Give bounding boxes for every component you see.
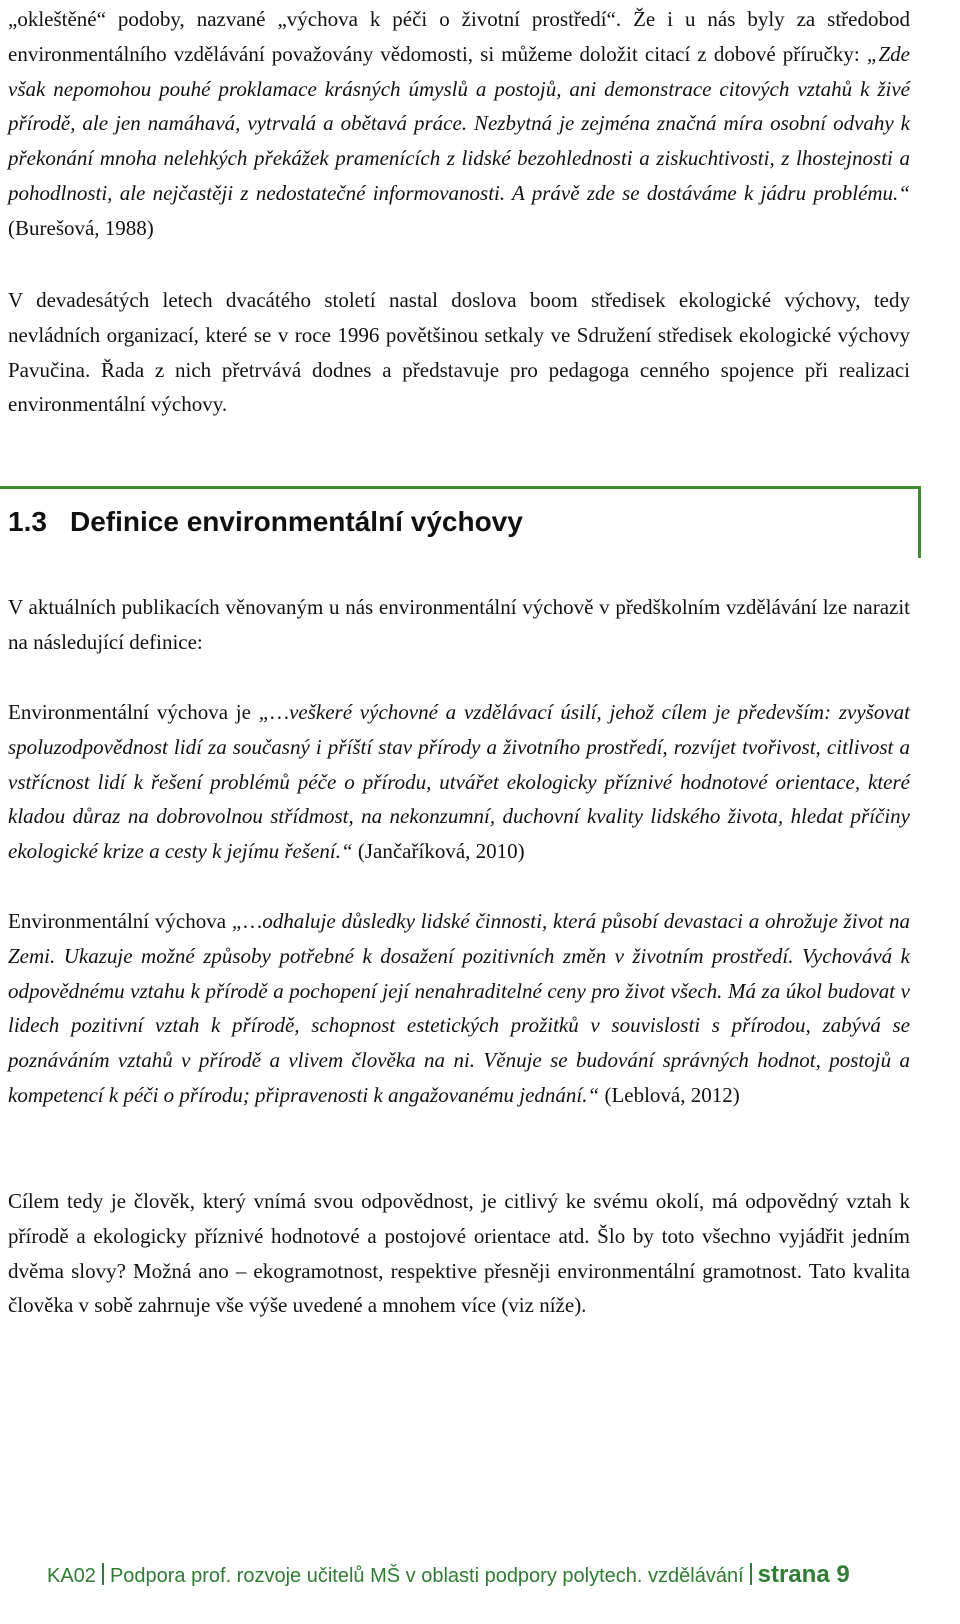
section-number: 1.3	[8, 506, 47, 537]
quote-text: „…veškeré výchovné a vzdělávací úsilí, jehož cílem je především: zvyšovat spoluzodpovědnost lidí za současný i příští stav přírody a životního prostředí, rozvíjet tvořivost, citlivost a vstřícnost lidí k řešení problémů péče o přírodu, utvářet ekologicky příznivé hodnotové orientace, které kladou důraz na dobrovolnou střídmost, na nekonzumní, duchovní kvality lidského života, hledat příčiny ekologické krize a cesty k jejímu řešení.“	[8, 700, 910, 864]
body-text: (Jančaříková, 2010)	[352, 839, 525, 864]
heading-side-rule	[918, 486, 921, 558]
body-text: V aktuálních publikacích věnovaným u nás environmentální výchově v předškolním vzdělávání lze narazit na následující definice:	[8, 595, 910, 654]
paragraph-definition-jancarikova	[8, 695, 910, 869]
footer-page-number: strana 9	[757, 1561, 850, 1588]
section-heading-frame	[0, 486, 921, 558]
section-heading	[8, 506, 523, 538]
body-text: V devadesátých letech dvacátého století nastal doslova boom středisek ekologické výchovy, tedy nevládních organizací, které se v roce 1996 povětšinou setkaly ve Sdružení středisek ekologické výchovy Pavučina. Řada z nich přetrvává dodnes a představuje pro pedagoga cenného spojence při realizaci environmentální výchovy.	[8, 288, 910, 417]
footer-separator	[102, 1563, 104, 1585]
paragraph-intro	[8, 590, 910, 660]
body-text: Environmentální výchova	[8, 909, 232, 933]
quote-text: „Zde však nepomohou pouhé proklamace krásných úmyslů a postojů, ani demonstrace citových vztahů k živé přírodě, ale jen namáhavá, vytrvalá a obětavá práce. Nezbytná je zejména značná míra osobní odvahy k překonání mnoha nelehkých překážek pramenících z lidské bezohlednosti a ziskuchtivosti, z lhostejnosti a pohodlnosti, ale nejčastěji z nedostatečné informovanosti. A právě zde se dostáváme k jádru problému.“	[8, 41, 910, 205]
section-title: Definice environmentální výchovy	[70, 506, 523, 537]
body-text: (Burešová, 1988)	[8, 215, 154, 240]
heading-top-rule	[0, 486, 921, 489]
footer-code: KA02	[47, 1565, 96, 1587]
paragraph-nineties	[8, 283, 910, 422]
paragraph-definition-leblova	[8, 904, 910, 1113]
body-text: (Leblová, 2012)	[599, 1082, 740, 1107]
page-footer	[47, 1561, 850, 1589]
paragraph-history-quote	[8, 2, 910, 246]
footer-separator	[750, 1563, 752, 1585]
body-text: Cílem tedy je člověk, který vnímá svou odpovědnost, je citlivý ke svému okolí, má odpovědný vztah k přírodě a ekologicky příznivé hodnotové a postojové orientace atd. Šlo by toto všechno vyjádřit jedním dvěma slovy? Možná ano – ekogramotnost, respektive přesněji environmentální gramotnost. Tato kvalita člověka v sobě zahrnuje vše výše uvedené a mnohem více (viz níže).	[8, 1189, 910, 1318]
quote-text: „…odhaluje důsledky lidské činnosti, která působí devastaci a ohrožuje život na Zemi. Ukazuje možné způsoby potřebné k dosažení pozitivních změn v životním prostředí. Vychovává k odpovědnému vztahu k přírodě a pochopení její nenahraditelné ceny pro život všech. Má za úkol budovat v lidech pozitivní vztah k přírodě, schopnost estetických prožitků v souvislosti s přírodou, zabývá se poznáváním vztahů v přírodě a vlivem člověka na ni. Věnuje se budování správných hodnot, postojů a kompetencí k péči o přírodu; připravenosti k angažovanému jednání.“	[8, 909, 910, 1107]
paragraph-goal	[8, 1184, 910, 1323]
footer-project: Podpora prof. rozvoje učitelů MŠ v oblasti podpory polytech. vzdělávání	[109, 1565, 744, 1587]
body-text: „okleštěné“ podoby, nazvané „výchova k péči o životní prostředí“. Že i u nás byly za středobod environmentálního vzdělávání považovány vědomosti, si můžeme doložit citací z dobové příručky:	[8, 7, 910, 66]
body-text: Environmentální výchova je	[8, 700, 259, 724]
